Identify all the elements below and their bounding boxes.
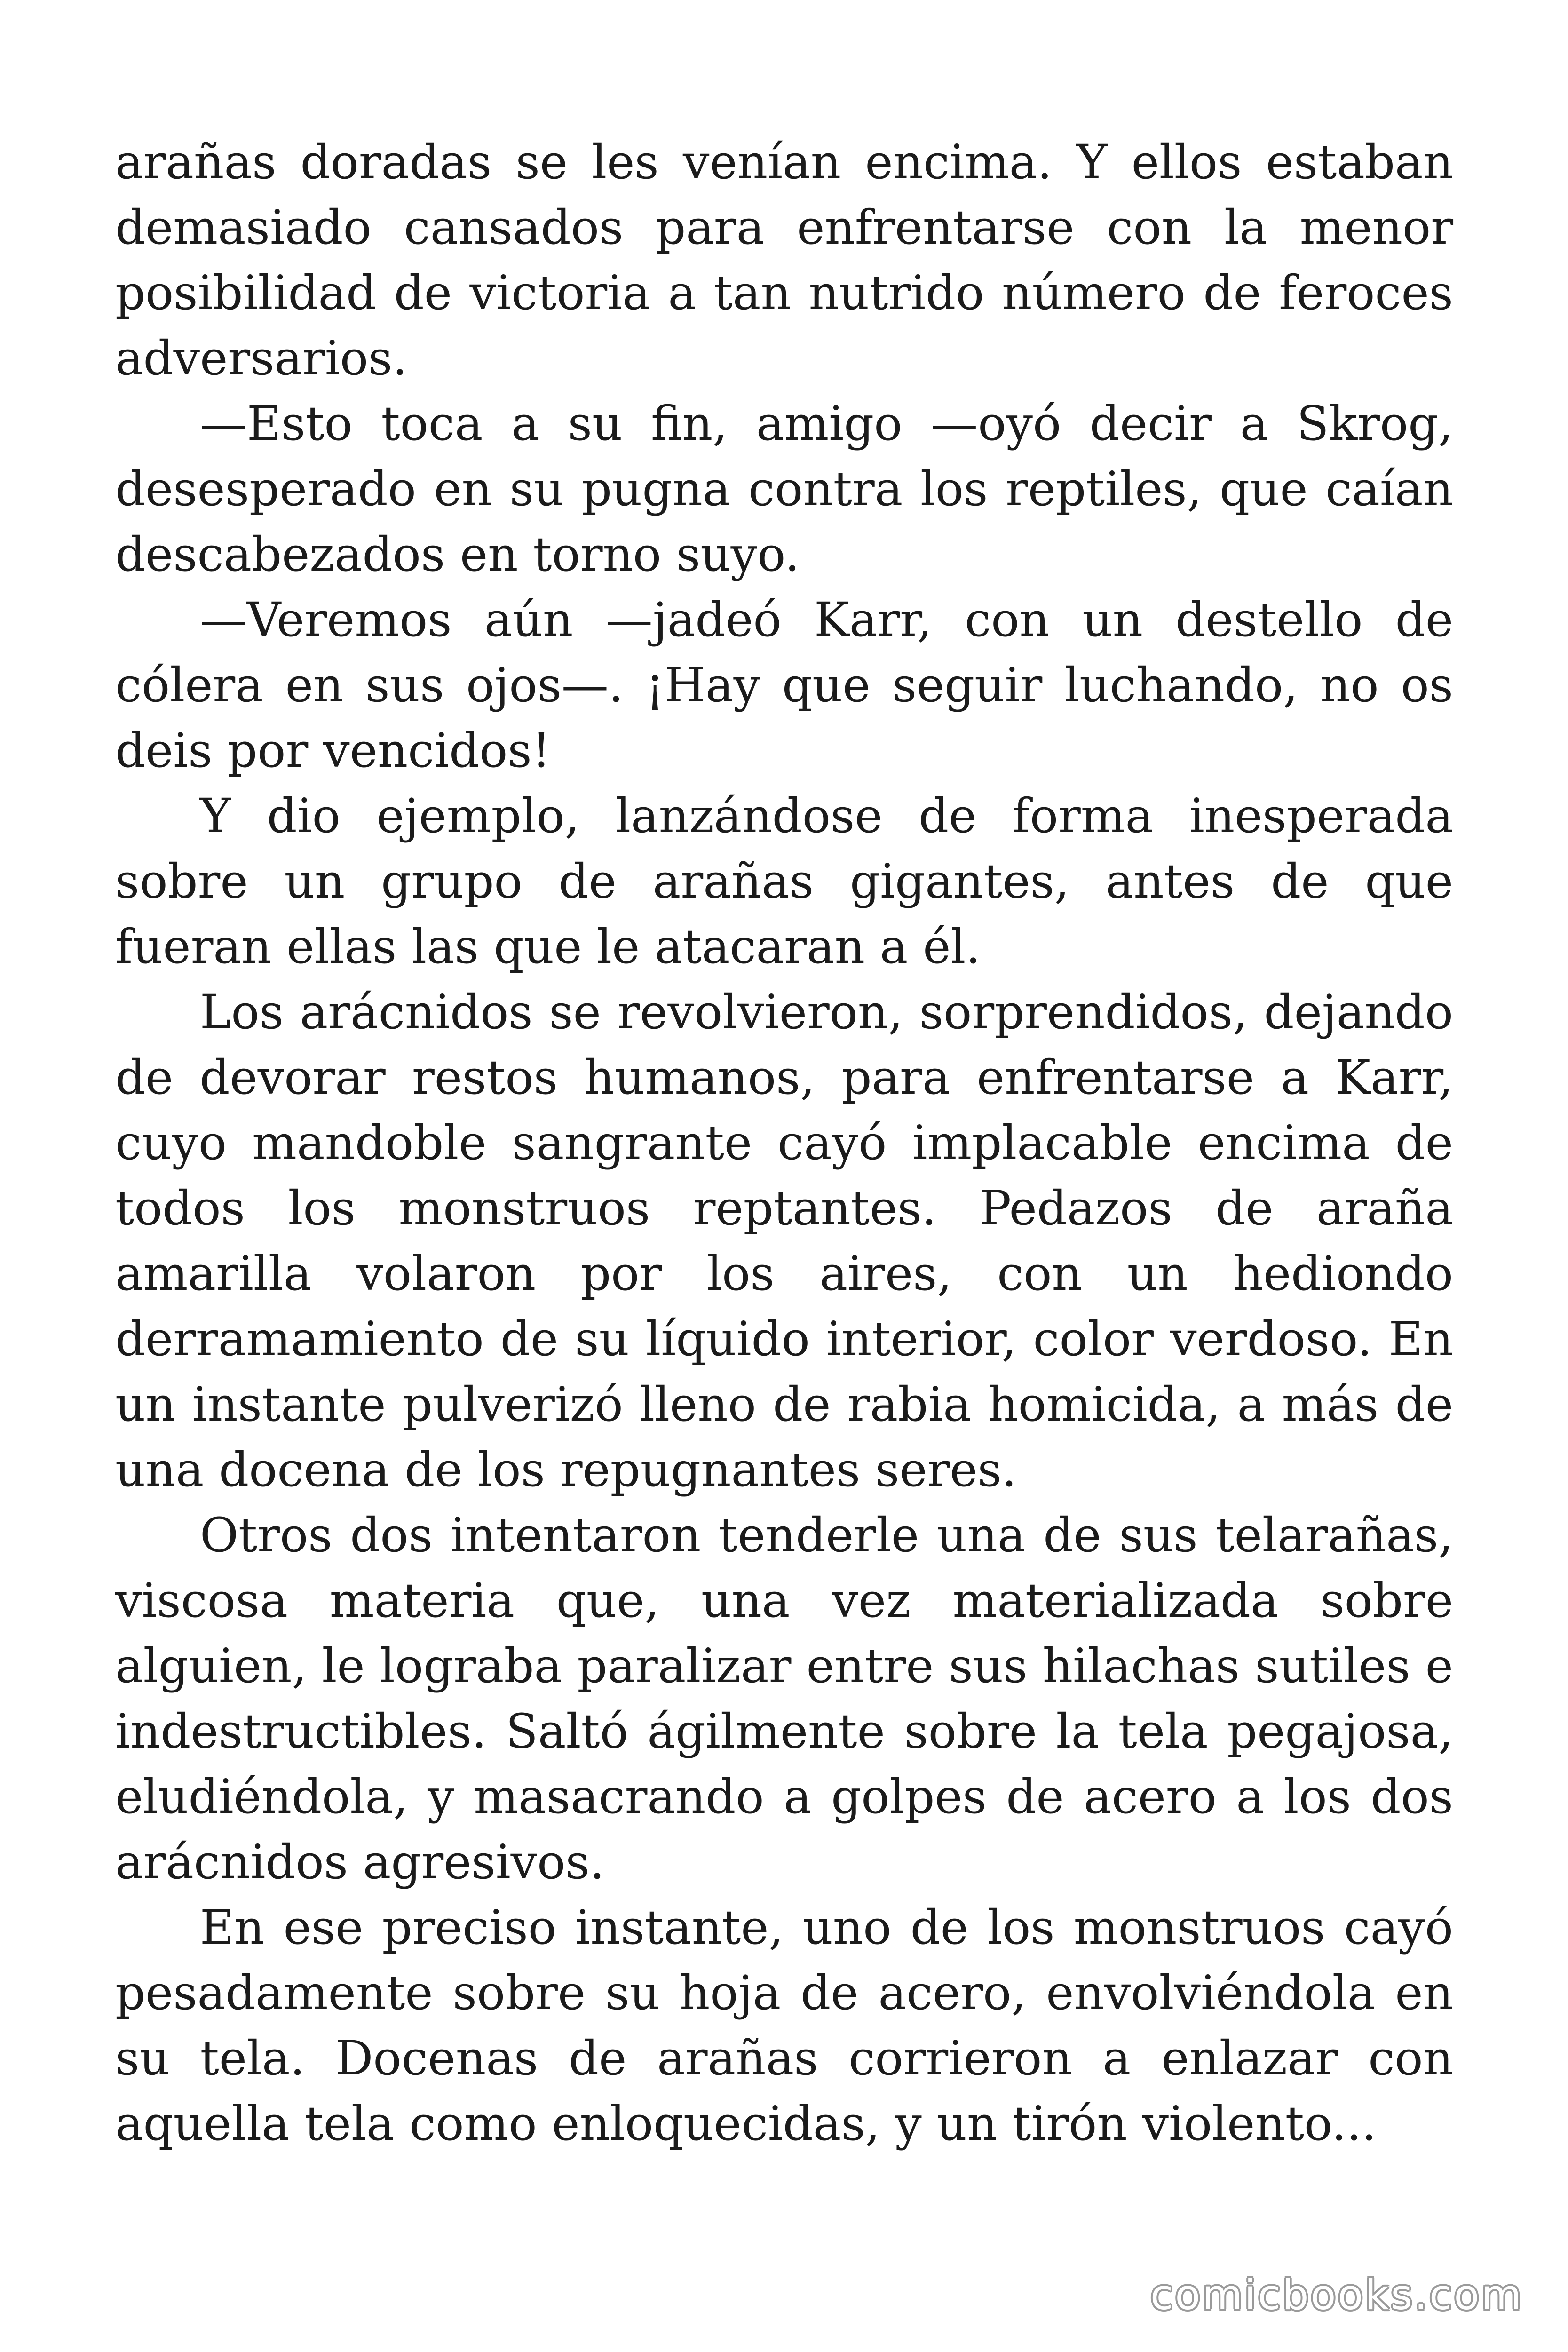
paragraph-5: Los arácnidos se revolvieron, sorprendidos, dejando de devorar restos humanos, para enfrentarse a Karr, cuyo mandoble sangrante cayó implacable encima de todos los monstruos reptantes. Pedazos de araña amarilla volaron por los aires, con un hediondo derramamiento de su líquido interior, color verdoso. En un instante pulverizó lleno de rabia homicida, a más de una docena de los repugnantes seres. <box>115 985 1453 1497</box>
paragraph-1: arañas doradas se les venían encima. Y ellos estaban demasiado cansados para enfrentarse con la menor posibilidad de victoria a tan nutrido número de feroces adversarios. <box>115 135 1453 386</box>
paragraph-3: —Veremos aún —jadeó Karr, con un destello de cólera en sus ojos—. ¡Hay que seguir luchando, no os deis por vencidos! <box>115 592 1453 778</box>
paragraph-4: Y dio ejemplo, lanzándose de forma inesperada sobre un grupo de arañas gigantes, antes de que fueran ellas las que le atacaran a él. <box>115 788 1453 974</box>
paragraph-7: En ese preciso instante, uno de los monstruos cayó pesadamente sobre su hoja de acero, envolviéndola en su tela. Docenas de arañas corrieron a enlazar con aquella tela como enloquecidas, y un tirón violento... <box>115 1900 1453 2151</box>
watermark: comicbooks.com <box>1150 2271 1523 2319</box>
page-body-text <box>115 129 1453 2156</box>
paragraph-6: Otros dos intentaron tenderle una de sus telarañas, viscosa materia que, una vez materializada sobre alguien, le lograba paralizar entre sus hilachas sutiles e indestructibles. Saltó ágilmente sobre la tela pegajosa, eludiéndola, y masacrando a golpes de acero a los dos arácnidos agresivos. <box>115 1508 1453 1890</box>
paragraph-2: —Esto toca a su fin, amigo —oyó decir a Skrog, desesperado en su pugna contra los reptiles, que caían descabezados en torno suyo. <box>115 396 1453 582</box>
